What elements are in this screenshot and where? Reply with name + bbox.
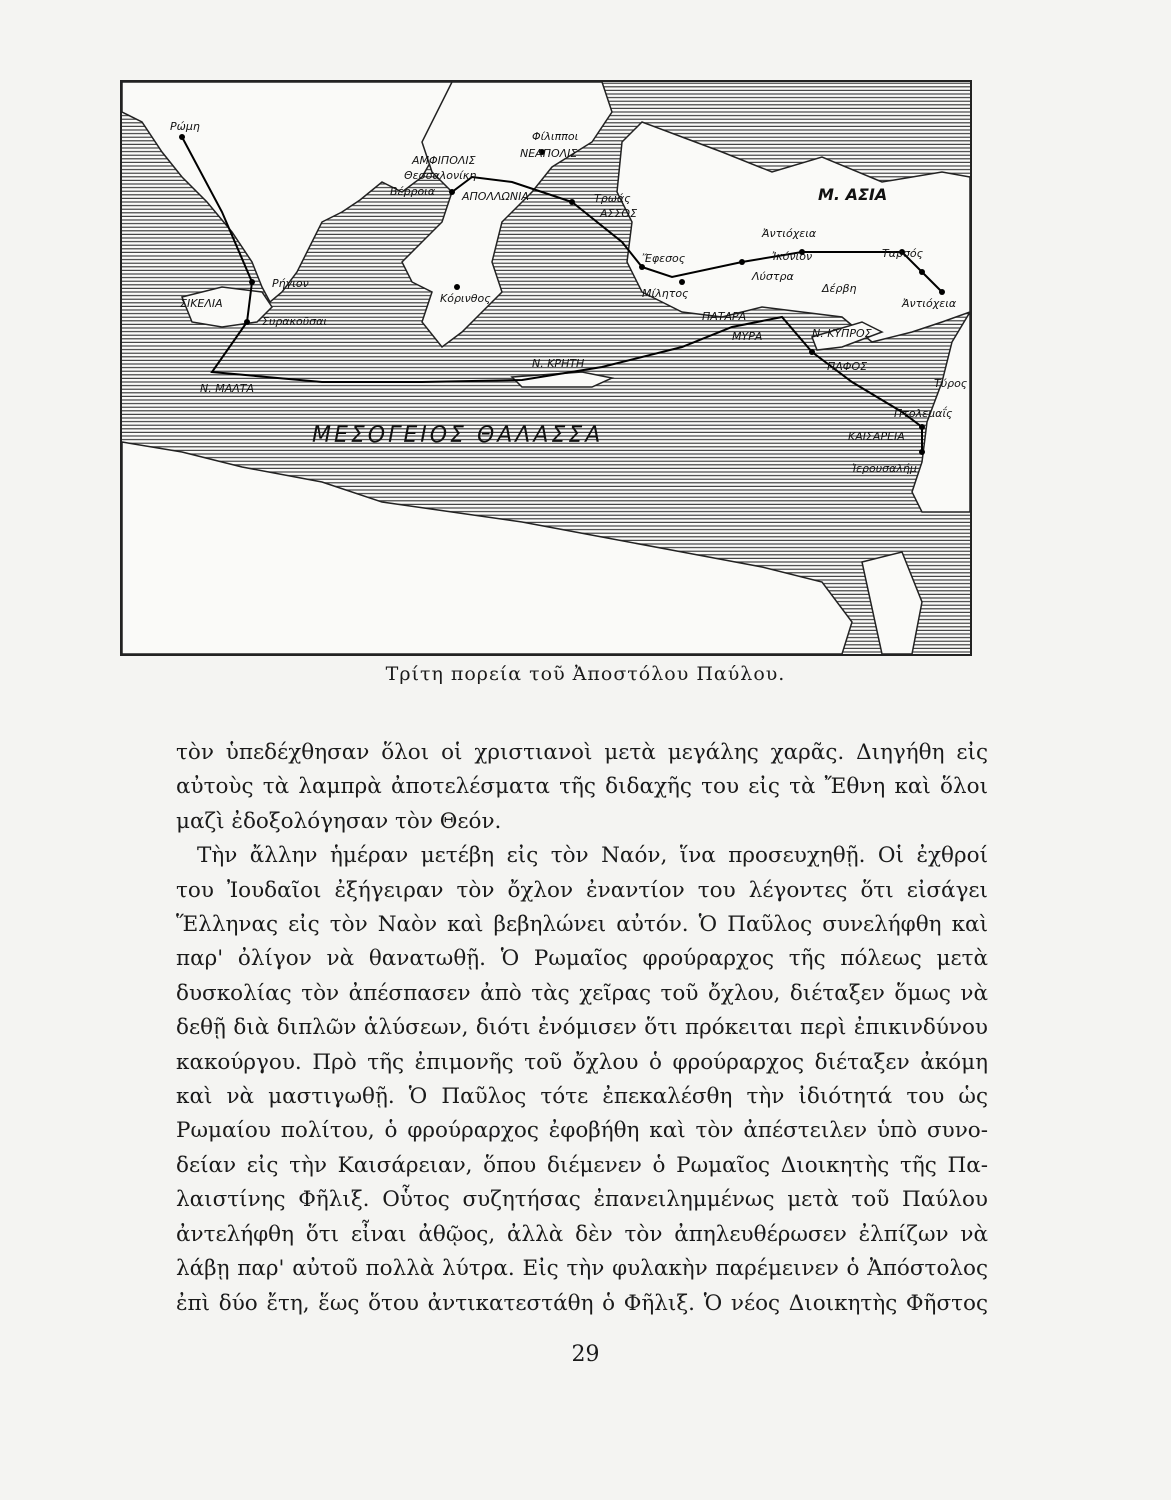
map-label-ephesos: Ἔφεσος [642,252,686,265]
map-label-miletos: Μίλητος [642,287,689,300]
text-line: λάβῃ παρ' αὐτοῦ πολλὰ λύτρα. Εἰς τὴν φυλακὴν παρέμεινεν ὁ Ἀπόστολος [176,1256,988,1282]
map-label-ptolemais: Πτολεμαΐς [894,407,953,420]
page-number: 29 [571,1342,600,1367]
map-label-sikelia: ΣΙΚΕΛΙΑ [180,297,223,310]
map-label-amphipolis: ΑΜΦΙΠΟΛΙΣ [412,154,476,167]
map-label-antioch: Ἀντιόχεια [762,227,817,240]
map-label-rome: Ρώμη [170,120,200,133]
map-label-asia-minor: Μ. ΑΣΙΑ [818,185,888,204]
text-line: δεθῇ διὰ διπλῶν ἁλύσεων, διότι ἐνόμισεν ὅτι πρόκειται περὶ ἐπικινδύνου [176,1015,988,1041]
map-label-rigion: Ρήγιον [272,277,309,290]
map-label-kaisareia: ΚΑΙΣΑΡΕΙΑ [848,430,905,443]
map-illustration [122,82,970,654]
text-line: δείαν εἰς τὴν Καισάρειαν, ὅπου διέμενεν ὁ Ρωμαῖος Διοικητὴς τῆς Πα- [176,1152,988,1178]
map-label-lystra: Λύστρα [752,270,794,283]
map-label-crete: Ν. ΚΡΗΤΗ [532,357,585,370]
text-line: παρ' ὀλίγον νὰ θανατωθῇ. Ὁ Ρωμαῖος φρούραρχος τῆς πόλεως μετὰ [176,946,988,972]
map-label-antiocheia-syria: Ἀντιόχεια [902,297,957,310]
map-label-patara: ΠΑΤΑΡΑ [702,310,747,323]
map-caption: Τρίτη πορεία τοῦ Ἀποστόλου Παύλου. [385,663,786,685]
text-line: δυσκολίας τὸν ἀπέσπασεν ἀπὸ τὰς χεῖρας τοῦ ὄχλου, διέταξεν ὅμως νὰ [176,980,988,1006]
map-label-malta: Ν. ΜΑΛΤΑ [200,382,255,395]
map-label-ierousalim: Ἱερουσαλήμ [852,462,917,475]
text-line: ἀντελήφθη ὅτι εἶναι ἀθῷος, ἀλλὰ δὲν τὸν ἀπηλευθέρωσεν ἐλπίζων νὰ [176,1221,988,1247]
map-label-korinthos: Κόρινθος [440,292,491,305]
map-label-assos: ΑΣΣΟΣ [600,207,638,220]
map-label-tyros: Τύρος [934,377,968,390]
text-line: του Ἰουδαῖοι ἐξήγειραν τὸν ὄχλον ἐναντίον του λέγοντες ὅτι εἰσάγει [176,877,988,903]
text-line: μαζὶ ἐδοξολόγησαν τὸν Θεόν. [176,808,502,834]
text-line: Ρωμαίου πολίτου, ὁ φρούραρχος ἐφοβήθη καὶ τὸν ἀπέστειλεν ὑπὸ συνο- [176,1118,988,1144]
map-label-philippi: Φίλιπποι [532,130,579,143]
map-label-veria: Βέρροια [390,185,436,198]
map-label-syrakousai: Συρακοῦσαι [262,315,328,328]
map-label-apollonia: ΑΠΟΛΛΩΝΙΑ [462,190,529,203]
map-label-thessaloniki: Θεσσαλονίκη [404,169,477,182]
text-line: λαιστίνης Φῆλιξ. Οὗτος συζητήσας ἐπανειλημμένως μετὰ τοῦ Παύλου [176,1187,988,1213]
text-line: Τὴν ἄλλην ἡμέραν μετέβη εἰς τὸν Ναόν, ἵνα προσευχηθῇ. Οἱ ἐχθροί [197,843,988,869]
map-label-ikonion: Ἰκόνιον [772,250,813,263]
text-line: καὶ νὰ μαστιγωθῇ. Ὁ Παῦλος τότε ἐπεκαλέσθη τὴν ἰδιότητά του ὡς [176,1084,988,1110]
map-label-derbe: Δέρβη [822,282,857,295]
map-label-troas: Τρωάς [594,192,631,205]
text-line: αὐτοὺς τὰ λαμπρὰ ἀποτελέσματα τῆς διδαχῆς του εἰς τὰ Ἔθνη καὶ ὅλοι [176,774,988,800]
body-text [176,736,988,1321]
map-label-neapolis: ΝΕΑΠΟΛΙΣ [520,147,578,160]
map-figure [120,80,972,656]
map-label-paphos: ΠΑΦΟΣ [827,360,868,373]
map-label-cyprus: Ν. ΚΥΠΡΟΣ [812,327,872,340]
map-label-sea: ΜΕΣΟΓΕΙΟΣ ΘΑΛΑΣΣΑ [312,423,604,448]
text-line: τὸν ὑπεδέχθησαν ὅλοι οἱ χριστιανοὶ μετὰ μεγάλης χαρᾶς. Διηγήθη εἰς [176,740,988,765]
text-line: ἐπὶ δύο ἔτη, ἕως ὅτου ἀντικατεστάθη ὁ Φῆλιξ. Ὁ νέος Διοικητὴς Φῆστος [176,1290,988,1316]
text-line: κακούργου. Πρὸ τῆς ἐπιμονῆς τοῦ ὄχλου ὁ φρούραρχος διέταξεν ἀκόμη [176,1049,988,1075]
text-line: Ἕλληνας εἰς τὸν Ναὸν καὶ βεβηλώνει αὐτόν. Ὁ Παῦλος συνελήφθη καὶ [176,912,988,938]
map-label-tarsos: Ταρσός [882,247,924,260]
map-label-myra: ΜΥΡΑ [732,330,763,343]
